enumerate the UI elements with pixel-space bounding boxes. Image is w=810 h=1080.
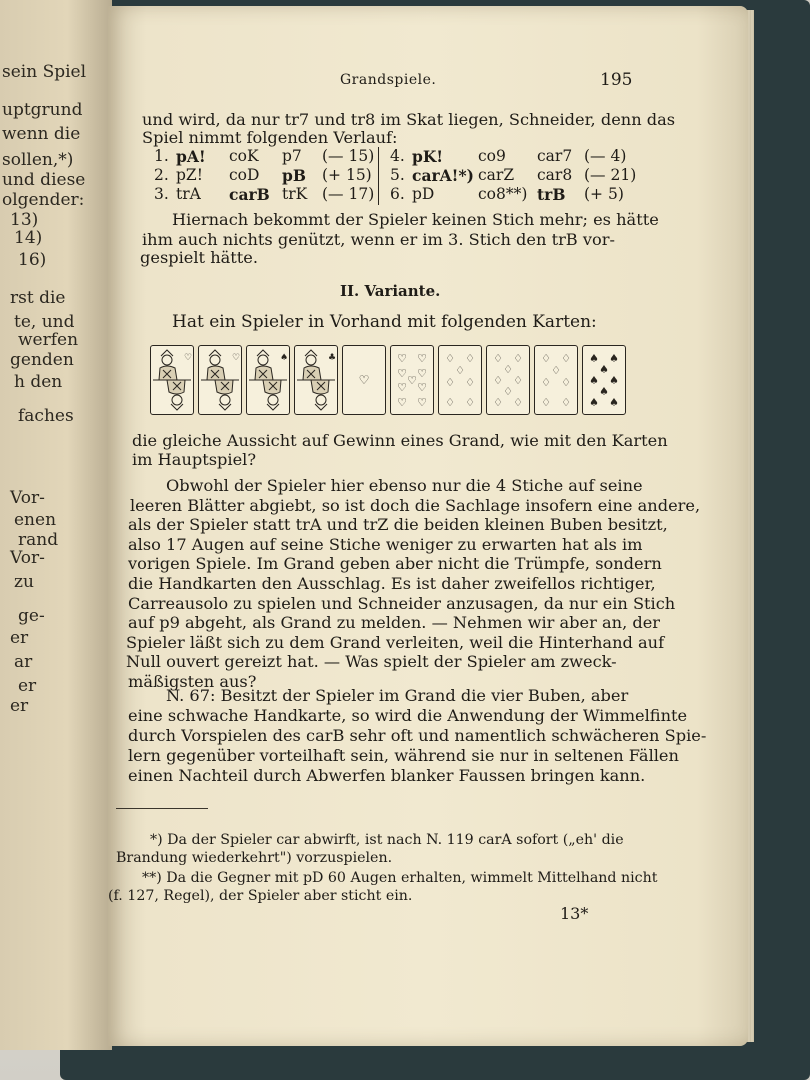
after-moves-line-2: ihm auch nichts genützt, wenn er im 3. Stich den trB vor-: [142, 230, 615, 249]
move-number: 3.: [154, 185, 169, 203]
left-page-text-fragment: ge-: [18, 606, 45, 626]
heart-icon: ♡: [417, 396, 427, 409]
diamond-icon: ♢: [445, 352, 455, 365]
heart-icon: ♡: [397, 367, 407, 380]
move-cell: carB: [229, 185, 270, 204]
playing-card-diamond: [438, 345, 482, 415]
left-page-text-fragment: h den: [14, 372, 63, 392]
move-cell: pZ!: [176, 166, 203, 184]
left-page-text-fragment: uptgrund: [2, 100, 83, 120]
move-cell: trB: [537, 185, 566, 204]
move-number: 6.: [390, 185, 405, 203]
body3-line: einen Nachteil durch Abwerfen blanker Faussen bringen kann.: [128, 766, 646, 785]
spade-icon: ♠: [609, 396, 619, 409]
signature-mark: 13*: [560, 904, 589, 923]
left-page-text-fragment: wenn die: [2, 124, 81, 144]
after-moves-line-1: Hiernach bekommt der Spieler keinen Stich mehr; es hätte: [172, 210, 659, 229]
left-page-text-fragment: 16): [18, 250, 47, 270]
spade-icon: ♠: [609, 352, 619, 365]
spade-icon: ♠: [599, 385, 609, 398]
left-page-text-fragment: rst die: [10, 288, 66, 308]
heart-icon: ♡: [232, 353, 241, 363]
playing-card-heart: [198, 345, 242, 415]
heart-icon: ♡: [397, 381, 407, 394]
move-number: 4.: [390, 147, 405, 165]
footnote-rule: [116, 808, 208, 809]
left-page-text-fragment: werfen: [18, 330, 79, 350]
heart-icon: ♡: [397, 352, 407, 365]
left-page-text-fragment: 13): [10, 210, 39, 230]
heart-icon: ♡: [417, 381, 427, 394]
diamond-icon: ♢: [503, 385, 513, 398]
body1-line-1: die gleiche Aussicht auf Gewinn eines Grand, wie mit den Karten: [132, 431, 668, 450]
move-cell: car8: [537, 166, 573, 184]
moves-divider: [378, 147, 379, 205]
playing-card-spade: [582, 345, 626, 415]
diamond-icon: ♢: [503, 363, 513, 376]
diamond-icon: ♢: [465, 376, 475, 389]
move-cell: carZ: [478, 166, 515, 184]
move-cell: p7: [282, 147, 302, 165]
body1-line-2: im Hauptspiel?: [132, 450, 257, 469]
page-number: 195: [600, 70, 633, 90]
diamond-icon: ♢: [513, 374, 523, 387]
intro-line-1: und wird, da nur tr7 und tr8 im Skat liegen, Schneider, denn das: [142, 110, 676, 129]
move-cell: (— 4): [584, 147, 627, 165]
move-cell: car7: [537, 147, 573, 165]
diamond-icon: ♢: [561, 352, 571, 365]
left-page-text-fragment: enen: [14, 510, 57, 530]
body2-line: mäßigsten aus?: [128, 672, 257, 691]
move-cell: (— 17): [322, 185, 375, 203]
playing-card-heart: [150, 345, 194, 415]
body2-line: auf p9 abgeht, als Grand zu melden. — Nehmen wir aber an, der: [128, 613, 661, 633]
footnote-2-line-2: (f. 127, Regel), der Spieler aber sticht ein.: [108, 888, 413, 904]
left-page-text-fragment: und diese: [2, 170, 86, 190]
running-header: Grandspiele.: [340, 72, 437, 88]
left-page-text-fragment: ar: [14, 652, 33, 672]
diamond-icon: ♢: [541, 352, 551, 365]
spade-icon: ♠: [589, 352, 599, 365]
heart-icon: ♡: [358, 373, 370, 387]
footnote-1-line-1: *) Da der Spieler car abwirft, ist nach N. 119 carA sofort („eh' die: [150, 832, 624, 848]
diamond-icon: ♢: [465, 352, 475, 365]
playing-card-spade: [246, 345, 290, 415]
footnote-2-line-1: **) Da die Gegner mit pD 60 Augen erhalten, wimmelt Mittelhand nicht: [142, 870, 658, 886]
diamond-icon: ♢: [561, 396, 571, 409]
left-page-text-fragment: genden: [10, 350, 74, 370]
left-page-text-fragment: er: [10, 628, 29, 648]
diamond-icon: ♢: [541, 396, 551, 409]
move-cell: (+ 5): [584, 185, 624, 203]
move-cell: carA!*): [412, 166, 474, 185]
diamond-icon: ♢: [513, 396, 523, 409]
left-page-text-fragment: faches: [18, 406, 74, 426]
body2-line: leeren Blätter abgiebt, so ist doch die Sachlage insofern eine andere,: [130, 495, 701, 515]
spade-icon: ♠: [280, 353, 289, 363]
spade-icon: ♠: [589, 396, 599, 409]
move-number: 1.: [154, 147, 169, 165]
heart-icon: ♡: [417, 367, 427, 380]
move-cell: trA: [176, 185, 201, 203]
left-page-text-fragment: olgender:: [2, 190, 85, 210]
heart-icon: ♡: [407, 374, 417, 387]
move-cell: (— 21): [584, 166, 637, 184]
left-page-text-fragment: zu: [14, 572, 34, 592]
body2-line: Obwohl der Spieler hier ebenso nur die 4 Stiche auf seine: [166, 476, 643, 495]
diamond-icon: ♢: [541, 376, 551, 389]
left-page-text-fragment: te, und: [14, 312, 75, 332]
move-cell: (— 15): [322, 147, 375, 165]
club-icon: ♣: [328, 353, 337, 363]
body2-line: Null ouvert gereizt hat. — Was spielt der Spieler am zweck-: [126, 652, 617, 672]
body3-line: eine schwache Handkarte, so wird die Anwendung der Wimmelfinte: [128, 706, 688, 725]
playing-card-heart: [342, 345, 386, 415]
intro-line-2: Spiel nimmt folgenden Verlauf:: [142, 128, 398, 147]
heart-icon: ♡: [184, 353, 193, 363]
diamond-icon: ♢: [493, 374, 503, 387]
move-cell: co8**): [478, 185, 528, 203]
left-page-text-fragment: er: [10, 696, 29, 716]
after-moves-line-3: gespielt hätte.: [140, 248, 259, 267]
diamond-icon: ♢: [445, 376, 455, 389]
left-page-text-fragment: rand: [18, 530, 59, 550]
left-page-text-fragment: Vor-: [10, 548, 45, 568]
diamond-icon: ♢: [445, 396, 455, 409]
diamond-icon: ♢: [561, 376, 571, 389]
move-cell: pA!: [176, 147, 206, 166]
left-page-text-fragment: er: [18, 676, 37, 696]
variant-heading: II. Variante.: [340, 282, 441, 300]
diamond-icon: ♢: [493, 396, 503, 409]
body3-line: lern gegenüber vorteilhaft sein, während sie nur in seltenen Fällen: [128, 746, 679, 765]
footnote-1-line-2: Brandung wiederkehrt") vorzuspielen.: [116, 850, 393, 866]
diamond-icon: ♢: [513, 352, 523, 365]
left-page-text-fragment: 14): [14, 228, 43, 248]
heart-icon: ♡: [417, 352, 427, 365]
spade-icon: ♠: [609, 374, 619, 387]
move-number: 5.: [390, 166, 405, 184]
question-line: Hat ein Spieler in Vorhand mit folgenden Karten:: [172, 312, 597, 332]
spade-icon: ♠: [589, 374, 599, 387]
body2-line: die Handkarten den Ausschlag. Es ist daher zweifellos richtiger,: [128, 574, 656, 593]
move-cell: pK!: [412, 147, 444, 166]
heart-icon: ♡: [397, 396, 407, 409]
diamond-icon: ♢: [455, 364, 465, 377]
body2-line: als der Spieler statt trA und trZ die beiden kleinen Buben besitzt,: [128, 515, 668, 535]
playing-card-diamond: [534, 345, 578, 415]
left-page-text-fragment: sein Spiel: [2, 62, 87, 82]
left-page-text-fragment: Vor-: [10, 488, 45, 508]
move-cell: pD: [412, 185, 435, 203]
move-number: 2.: [154, 166, 169, 184]
move-cell: co9: [478, 147, 506, 165]
body2-line: also 17 Augen auf seine Stiche weniger zu erwarten hat als im: [128, 534, 643, 554]
body2-line: Spieler läßt sich zu dem Grand verleiten, weil die Hinterhand auf: [126, 632, 665, 652]
diamond-icon: ♢: [465, 396, 475, 409]
move-cell: coK: [229, 147, 259, 165]
move-cell: pB: [282, 166, 306, 185]
spade-icon: ♠: [599, 363, 609, 376]
diamond-icon: ♢: [493, 352, 503, 365]
body2-line: vorigen Spiele. Im Grand geben aber nicht die Trümpfe, sondern: [128, 554, 662, 574]
body3-line: durch Vorspielen des carB sehr oft und namentlich schwächeren Spie-: [128, 726, 707, 745]
diamond-icon: ♢: [551, 364, 561, 377]
move-cell: (+ 15): [322, 166, 372, 184]
move-cell: trK: [282, 185, 308, 203]
playing-card-diamond: [486, 345, 530, 415]
body3-line: N. 67: Besitzt der Spieler im Grand die vier Buben, aber: [166, 686, 629, 705]
playing-card-club: [294, 345, 338, 415]
left-page: [0, 0, 112, 1050]
left-page-text-fragment: sollen,*): [2, 150, 74, 170]
move-cell: coD: [229, 166, 260, 184]
body2-line: Carreausolo zu spielen und Schneider anzusagen, da nur ein Stich: [128, 593, 676, 613]
playing-card-heart: [390, 345, 434, 415]
